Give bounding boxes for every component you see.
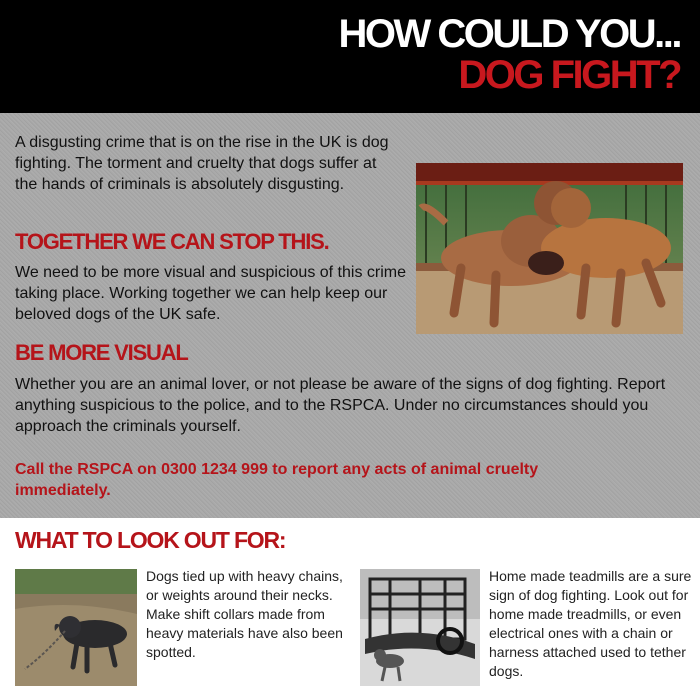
section-paragraph-stop: We need to be more visual and suspicious of this crime taking place. Working together we can help keep our beloved dogs of the UK safe. bbox=[15, 264, 407, 323]
treadmill-photo bbox=[360, 569, 480, 686]
chained-dog-photo bbox=[15, 569, 137, 686]
section-heading-stop: TOGETHER WE CAN STOP THIS. bbox=[15, 229, 329, 254]
section-paragraph-visual: Whether you are an animal lover, or not please be aware of the signs of dog fighting. Report anything suspicious to the police, and to the RSPCA. Under no circumstances should you approach the criminals yourself. bbox=[15, 376, 666, 435]
lookout-item-treadmill-text: Home made teadmills are a sure sign of dog fighting. Look out for home made treadmills, or even electrical ones with a chain or harness attached used to tether dogs. bbox=[489, 568, 692, 679]
dog-fight-photo bbox=[416, 163, 683, 334]
lookout-heading: WHAT TO LOOK OUT FOR: bbox=[15, 527, 286, 553]
intro-paragraph: A disgusting crime that is on the rise in the UK is dog fighting. The torment and cruelty that dogs suffer at the hands of criminals is absolutely disgusting. bbox=[15, 134, 389, 193]
lookout-item-chains-text: Dogs tied up with heavy chains, or weights around their necks. Make shift collars made from heavy materials have also been spotted. bbox=[146, 568, 343, 660]
header-banner bbox=[0, 0, 700, 113]
section-heading-visual: BE MORE VISUAL bbox=[15, 340, 188, 365]
header-title-line2: DOG FIGHT? bbox=[458, 53, 680, 97]
header-title-line1: HOW COULD YOU... bbox=[338, 12, 680, 56]
rspca-call-to-action: Call the RSPCA on 0300 1234 999 to report any acts of animal cruelty immediately. bbox=[15, 461, 539, 499]
